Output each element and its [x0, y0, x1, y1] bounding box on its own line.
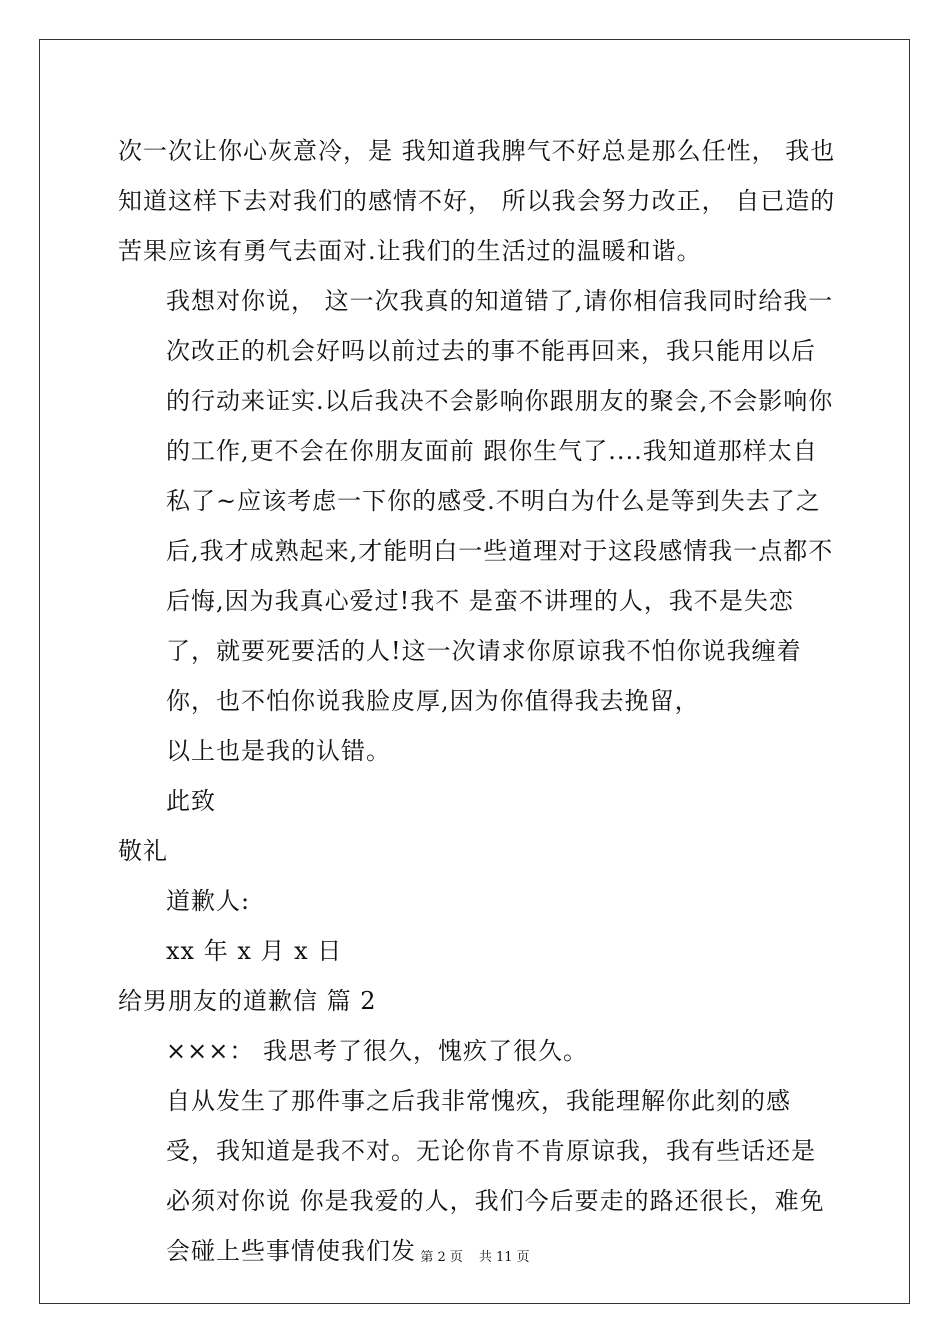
document-body [118, 126, 840, 1276]
paragraph-apology: 我想对你说， 这一次我真的知道错了,请你相信我同时给我一次改正的机会好吗以前过去的事不能再回来，我只能用以后 的行动来证实.以后我决不会影响你跟朋友的聚会,不会影响你的工作,更不会在你朋友面前 跟你生气了....我知道那样太自私了~应该考虑一下你的感受.不明白为什么是等到失去了之 后,我才成熟起来,才能明白一些道理对于这段感情我一点都不后悔,因为我真心爱过!我不 是蛮不讲理的人，我不是失恋了，就要死要活的人!这一次请求你原谅我不怕你说我缠着你，也不怕你说我脸皮厚,因为你值得我去挽留， [166, 287, 834, 715]
page-number: 第 2 页 [420, 1250, 463, 1265]
paragraph-body: 自从发生了那件事之后我非常愧疚，我能理解你此刻的感受，我知道是我不对。无论你肯不肯原谅我，我有些话还是必须对你说 你是我爱的人，我们今后要走的路还很长，难免会碰上些事情使我们发 [166, 1087, 825, 1265]
paragraph-continuation: 次一次让你心灰意冷，是 我知道我脾气不好总是那么任性， 我也知道这样下去对我们的感情不好， 所以我会努力改正， 自已造的苦果应该有勇气去面对.让我们的生活过的温暖和谐。 [118, 137, 836, 265]
page-total: 共 11 页 [478, 1250, 530, 1265]
signature-label: 道歉人: [166, 887, 251, 915]
paragraph-closing: 以上也是我的认错。 [166, 737, 391, 765]
salutation-cizhi: 此致 [166, 787, 216, 815]
page-footer [0, 1246, 950, 1265]
salutation-jingli: 敬礼 [118, 837, 168, 865]
letter-greeting: ×××： 我思考了很久，愧疚了很久。 [166, 1037, 588, 1065]
section-heading: 给男朋友的道歉信 篇 2 [118, 987, 377, 1015]
date-line: xx 年 x 月 x 日 [166, 937, 343, 965]
